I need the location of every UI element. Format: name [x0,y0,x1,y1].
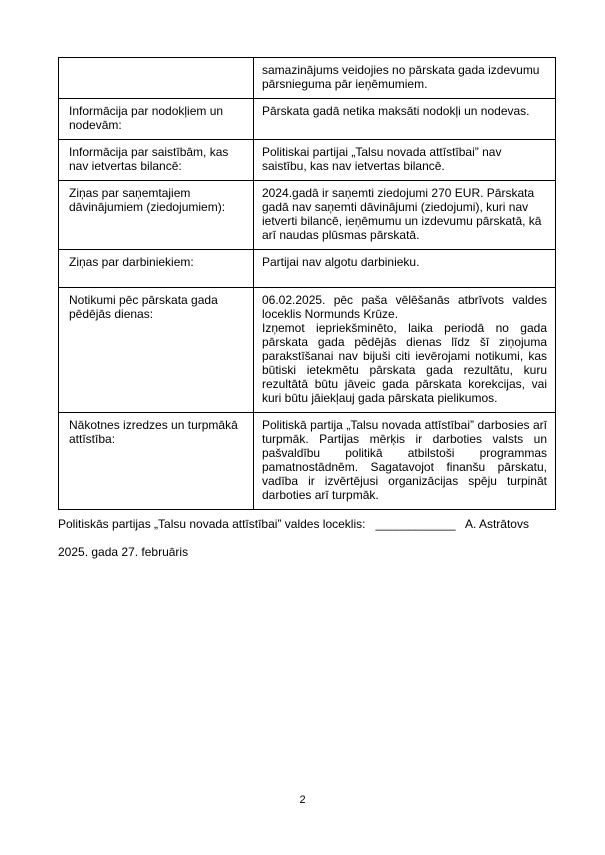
row-value-paragraph: 06.02.2025. pēc paša vēlēšanās atbrīvots valdes loceklis Normunds Krūze. [262,293,547,321]
row-label: Informācija par saistībām, kas nav ietvertas bilancē: [59,140,254,181]
signatory-name: A. Astrātovs [464,517,529,531]
row-value: Partijai nav algotu darbinieku. [254,250,556,288]
table-row [59,58,556,99]
row-label: Nākotnes izredzes un turpmākā attīstība: [59,413,254,510]
signature-blank: ____________ [375,517,456,531]
signature-text: Politiskās partijas „Talsu novada attīstībai” valdes loceklis: [58,517,366,531]
row-label [59,58,254,99]
row-label: Notikumi pēc pārskata gada pēdējās dienas: [59,288,254,413]
row-value: Politiskai partijai „Talsu novada attīstībai” nav saistību, kas nav ietvertas bilancē. [254,140,556,181]
table-row [59,250,556,288]
info-table [58,57,556,510]
document-date: 2025. gada 27. februāris [58,545,189,559]
row-value: 2024.gadā ir saņemti ziedojumi 270 EUR. Pārskata gadā nav saņemti dāvinājumi (ziedojumi), kuri nav ietverti bilancē, ieņēmumu un izdevumu pārskatā, kā arī naudas plūsmas pārskatā. [254,181,556,250]
table-row [59,140,556,181]
table-row [59,99,556,140]
row-value-paragraph: Izņemot iepriekšminēto, laika periodā no gada pārskata gada pēdējās dienas līdz šī ziņojuma parakstīšanai nav bijuši citi ievērojami notikumi, kas būtiski ietekmētu pārskata gada rezultātu, kuru rezultātā būtu jāveic gada pārskata korekcijas, vai kuri būtu jāiekļauj gada pārskata pielikumos. [262,321,547,405]
page-number: 2 [299,794,306,806]
row-label: Ziņas par darbiniekiem: [59,250,254,288]
table-row [59,181,556,250]
row-value [254,288,556,413]
signature-line [58,517,529,531]
table-row [59,413,556,510]
row-value: Pārskata gadā netika maksāti nodokļi un nodevas. [254,99,556,140]
row-label: Informācija par nodokļiem un nodevām: [59,99,254,140]
row-value: samazinājums veidojies no pārskata gada izdevumu pārsnieguma pār ieņēmumiem. [254,58,556,99]
table-row [59,288,556,413]
row-label: Ziņas par saņemtajiem dāvinājumiem (ziedojumiem): [59,181,254,250]
row-value: Politiskā partija „Talsu novada attīstībai” darbosies arī turpmāk. Partijas mērķis ir darboties valsts un pašvaldību politikā atbilstoši programmas pamatnostādnēm. Sagatavojot finanšu pārskatu, vadība ir izvērtējusi organizācijas spēju turpināt darboties arī turpmāk. [254,413,556,510]
